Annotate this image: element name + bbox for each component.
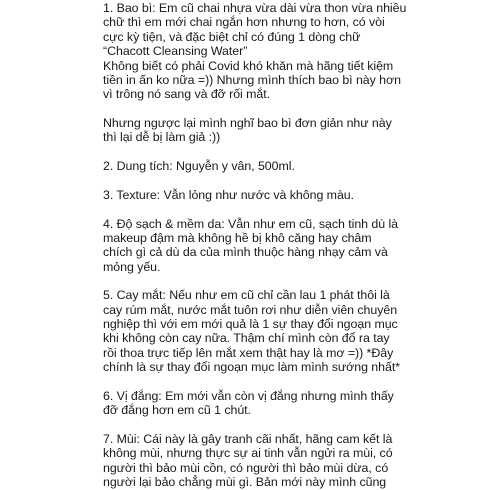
text-line: 7. Mùi: Cái này là gây tranh cãi nhất, hãng cam kết là: [103, 431, 393, 446]
text-line: 1. Bao bì: Em cũ chai nhựa vừa dài vừa thon vừa nhiều: [103, 1, 407, 15]
text-line: cay rúm mắt, nước mắt tuôn rơi như diễn viên chuyên: [103, 302, 398, 317]
text-line: khi không còn cay nữa. Thậm chí mình còn đổ ra tay: [103, 331, 390, 346]
text-line: nghiệp thì với em mới quả là 1 sự thay đổi ngoạn mục: [103, 317, 398, 331]
text-line: đỡ đắng hơn em cũ 1 chút.: [103, 403, 251, 418]
text-line: tiền in ấn ko nữa =)) Nhưng mình thích bao bì này hơn: [103, 72, 401, 87]
text-line: vì trông nó sang và đỡ rối mắt.: [103, 87, 271, 102]
text-line: thì lại dễ bị làm giả :)): [103, 130, 221, 145]
text-line: 2. Dung tích: Nguyễn y vân, 500ml.: [103, 159, 295, 173]
text-line: mỏng yếu.: [103, 259, 161, 274]
text-line: người thì bảo mùi cồn, có người thì bảo mùi dừa, có: [103, 460, 389, 475]
text-line: chữ thì em mới chai ngắn hơn nhưng to hơn, có vòi: [103, 15, 385, 30]
text-line: makeup đậm mà không hề bị khô căng hay châm: [103, 230, 372, 245]
text-line: người lại bảo chẳng mùi gì. Bản mới này mình cũng: [103, 475, 387, 489]
text-line: chích gì cả dù da của mình thuộc hàng nhạy cảm và: [103, 245, 388, 260]
text-line: rồi thoa trực tiếp lên mắt xem thật hay là mơ =)) *Đây: [103, 345, 394, 360]
text-line: không mùi, nhưng thực sự ai tinh vẫn ngửi ra mùi, có: [103, 446, 393, 461]
text-line: 5. Cay mắt: Nếu như em cũ chỉ cần lau 1 phát thôi là: [103, 288, 390, 303]
text-line: 4. Độ sạch & mềm da: Vẫn như em cũ, sạch tinh dù là: [103, 216, 399, 231]
text-line: 6. Vị đắng: Em mới vẫn còn vị đắng nhưng mình thấy: [103, 388, 394, 403]
text-line: Nhưng ngược lại mình nghĩ bao bì đơn giản như này: [103, 115, 392, 130]
text-line: cực kỳ tiện, và đặc biệt chỉ có đúng 1 dòng chữ: [103, 29, 361, 44]
text-line: “Chacott Cleansing Water”: [103, 44, 248, 59]
text-line: 3. Texture: Vẫn lỏng như nước và không màu.: [103, 187, 355, 202]
text-line: chính là sự thay đổi ngoạn mục làm mình sướng nhất*: [103, 360, 400, 375]
text-line: Không biết có phải Covid khó khăn mà hãng tiết kiệm: [103, 58, 394, 73]
